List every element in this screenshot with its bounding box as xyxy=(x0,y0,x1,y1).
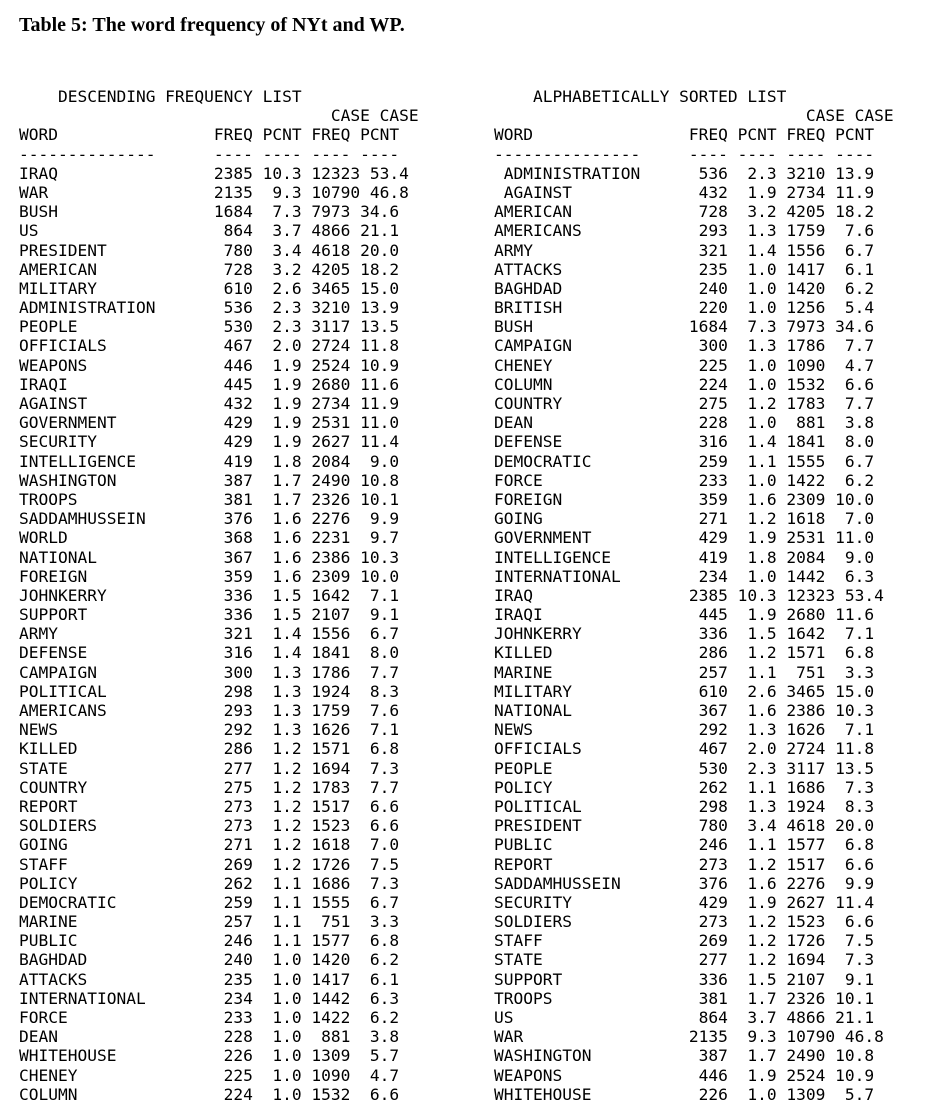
table-line: CHENEY 225 1.0 1090 4.7 xyxy=(19,1065,400,1085)
table-line: PRESIDENT 780 3.4 4618 20.0 xyxy=(494,816,875,836)
table-line: WHITEHOUSE 226 1.0 1309 5.7 xyxy=(19,1046,400,1066)
table-line: COUNTRY 275 1.2 1783 7.7 xyxy=(494,394,875,413)
table-line: --------------- ---- ---- ---- ---- xyxy=(494,144,875,164)
table-line: WEAPONS 446 1.9 2524 10.9 xyxy=(19,355,400,375)
table-line: WASHINGTON 387 1.7 2490 10.8 xyxy=(494,1046,875,1066)
table-line: POLITICAL 298 1.3 1924 8.3 xyxy=(494,796,875,816)
table-line: ADMINISTRATION 536 2.3 3210 13.9 xyxy=(19,298,400,318)
table-line: TROOPS 381 1.7 2326 10.1 xyxy=(494,988,875,1008)
table-line: JOHNKERRY 336 1.5 1642 7.1 xyxy=(494,624,875,644)
table-line: INTELLIGENCE 419 1.8 2084 9.0 xyxy=(494,547,875,567)
table-line: FOREIGN 359 1.6 2309 10.0 xyxy=(19,566,400,586)
table-line: POLICY 262 1.1 1686 7.3 xyxy=(19,873,400,893)
table-line: WORLD 368 1.6 2231 9.7 xyxy=(19,528,400,548)
table-line: DEAN 228 1.0 881 3.8 xyxy=(19,1027,400,1047)
table-line: PEOPLE 530 2.3 3117 13.5 xyxy=(494,758,875,778)
table-line: WAR 2135 9.3 10790 46.8 xyxy=(494,1027,884,1047)
table-line: GOVERNMENT 429 1.9 2531 11.0 xyxy=(494,528,875,548)
table-line: AMERICANS 293 1.3 1759 7.6 xyxy=(494,221,875,241)
table-line: INTERNATIONAL 234 1.0 1442 6.3 xyxy=(19,988,400,1008)
table-line: COUNTRY 275 1.2 1783 7.7 xyxy=(19,777,400,797)
table-line: BRITISH 220 1.0 1256 5.4 xyxy=(494,298,875,318)
table-line: POLITICAL 298 1.3 1924 8.3 xyxy=(19,681,400,701)
table-line: AMERICANS 293 1.3 1759 7.6 xyxy=(19,701,400,720)
table-line: STAFF 269 1.2 1726 7.5 xyxy=(19,854,400,874)
table-line: AMERICAN 728 3.2 4205 18.2 xyxy=(19,259,400,279)
table-line: CASE CASE xyxy=(494,106,894,126)
table-line: DEFENSE 316 1.4 1841 8.0 xyxy=(19,643,400,663)
table-line: ARMY 321 1.4 1556 6.7 xyxy=(19,624,400,644)
table-line: CHENEY 225 1.0 1090 4.7 xyxy=(494,355,875,375)
table-line: FORCE 233 1.0 1422 6.2 xyxy=(494,470,875,490)
table-line: ARMY 321 1.4 1556 6.7 xyxy=(494,240,875,260)
table-line: WASHINGTON 387 1.7 2490 10.8 xyxy=(19,470,400,490)
table-line: REPORT 273 1.2 1517 6.6 xyxy=(19,796,400,816)
table-line: BAGHDAD 240 1.0 1420 6.2 xyxy=(494,278,875,298)
table-line: BUSH 1684 7.3 7973 34.6 xyxy=(19,202,400,222)
table-line: NATIONAL 367 1.6 2386 10.3 xyxy=(494,701,875,720)
table-line: MILITARY 610 2.6 3465 15.0 xyxy=(19,278,400,298)
table-line: IRAQI 445 1.9 2680 11.6 xyxy=(19,374,400,394)
table-line: POLICY 262 1.1 1686 7.3 xyxy=(494,777,875,797)
table-line: OFFICIALS 467 2.0 2724 11.8 xyxy=(19,336,400,356)
table-line: STATE 277 1.2 1694 7.3 xyxy=(19,758,400,778)
table-line: FORCE 233 1.0 1422 6.2 xyxy=(19,1008,400,1027)
table-line: PUBLIC 246 1.1 1577 6.8 xyxy=(494,835,875,855)
alphabetically-sorted-list xyxy=(494,87,894,1104)
table-line: KILLED 286 1.2 1571 6.8 xyxy=(494,643,875,663)
table-line: MARINE 257 1.1 751 3.3 xyxy=(494,662,875,682)
table-line: SECURITY 429 1.9 2627 11.4 xyxy=(494,892,875,912)
table-line: SECURITY 429 1.9 2627 11.4 xyxy=(19,432,400,452)
table-line: COLUMN 224 1.0 1532 6.6 xyxy=(19,1084,400,1104)
table-line: SADDAMHUSSEIN 376 1.6 2276 9.9 xyxy=(494,873,875,893)
table-line: IRAQ 2385 10.3 12323 53.4 xyxy=(494,585,884,605)
table-line: PUBLIC 246 1.1 1577 6.8 xyxy=(19,931,400,951)
table-line: ATTACKS 235 1.0 1417 6.1 xyxy=(19,969,400,989)
table-line: COLUMN 224 1.0 1532 6.6 xyxy=(494,374,875,394)
table-line: DEMOCRATIC 259 1.1 1555 6.7 xyxy=(19,892,400,912)
table-line: CAMPAIGN 300 1.3 1786 7.7 xyxy=(494,336,875,356)
table-line: SOLDIERS 273 1.2 1523 6.6 xyxy=(494,912,875,932)
table-line: CAMPAIGN 300 1.3 1786 7.7 xyxy=(19,662,400,682)
table-line: CASE CASE xyxy=(19,106,419,126)
table-line: DEMOCRATIC 259 1.1 1555 6.7 xyxy=(494,451,875,471)
table-line: SOLDIERS 273 1.2 1523 6.6 xyxy=(19,816,400,836)
table-line: TROOPS 381 1.7 2326 10.1 xyxy=(19,489,400,509)
table-line: AGAINST 432 1.9 2734 11.9 xyxy=(19,394,400,413)
table-line: MARINE 257 1.1 751 3.3 xyxy=(19,912,400,932)
table-line: WEAPONS 446 1.9 2524 10.9 xyxy=(494,1065,875,1085)
table-line: DESCENDING FREQUENCY LIST xyxy=(19,87,302,106)
table-line: SUPPORT 336 1.5 2107 9.1 xyxy=(19,605,400,625)
table-line: GOING 271 1.2 1618 7.0 xyxy=(494,509,875,529)
table-line: PRESIDENT 780 3.4 4618 20.0 xyxy=(19,240,400,260)
table-line: REPORT 273 1.2 1517 6.6 xyxy=(494,854,875,874)
table-line: WAR 2135 9.3 10790 46.8 xyxy=(19,182,409,202)
table-line: NATIONAL 367 1.6 2386 10.3 xyxy=(19,547,400,567)
table-line: NEWS 292 1.3 1626 7.1 xyxy=(19,720,400,740)
table-line: STAFF 269 1.2 1726 7.5 xyxy=(494,931,875,951)
table-line: GOVERNMENT 429 1.9 2531 11.0 xyxy=(19,413,400,433)
table-line: MILITARY 610 2.6 3465 15.0 xyxy=(494,681,875,701)
table-line: WHITEHOUSE 226 1.0 1309 5.7 xyxy=(494,1084,875,1104)
table-line: PEOPLE 530 2.3 3117 13.5 xyxy=(19,317,400,337)
table-line: NEWS 292 1.3 1626 7.1 xyxy=(494,720,875,740)
table-line: BAGHDAD 240 1.0 1420 6.2 xyxy=(19,950,400,970)
table-line: US 864 3.7 4866 21.1 xyxy=(494,1008,875,1027)
table-line: BUSH 1684 7.3 7973 34.6 xyxy=(494,317,875,337)
table-line: ADMINISTRATION 536 2.3 3210 13.9 xyxy=(494,163,875,183)
table-line: DEFENSE 316 1.4 1841 8.0 xyxy=(494,432,875,452)
table-line: ALPHABETICALLY SORTED LIST xyxy=(494,87,787,106)
table-line: -------------- ---- ---- ---- ---- xyxy=(19,144,400,164)
table-line: INTERNATIONAL 234 1.0 1442 6.3 xyxy=(494,566,875,586)
table-line: AGAINST 432 1.9 2734 11.9 xyxy=(494,182,875,202)
table-line: JOHNKERRY 336 1.5 1642 7.1 xyxy=(19,585,400,605)
table-line: SUPPORT 336 1.5 2107 9.1 xyxy=(494,969,875,989)
table-line: WORD FREQ PCNT FREQ PCNT xyxy=(19,125,400,145)
table-line: AMERICAN 728 3.2 4205 18.2 xyxy=(494,202,875,222)
table-caption: Table 5: The word frequency of NYt and WP. xyxy=(19,14,405,36)
table-line: ATTACKS 235 1.0 1417 6.1 xyxy=(494,259,875,279)
table-line: IRAQ 2385 10.3 12323 53.4 xyxy=(19,163,409,183)
descending-frequency-list xyxy=(19,87,419,1104)
table-line: WORD FREQ PCNT FREQ PCNT xyxy=(494,125,875,145)
table-line: STATE 277 1.2 1694 7.3 xyxy=(494,950,875,970)
table-line: DEAN 228 1.0 881 3.8 xyxy=(494,413,875,433)
table-line: US 864 3.7 4866 21.1 xyxy=(19,221,400,241)
table-line: SADDAMHUSSEIN 376 1.6 2276 9.9 xyxy=(19,509,400,529)
table-line: IRAQI 445 1.9 2680 11.6 xyxy=(494,605,875,625)
table-line: KILLED 286 1.2 1571 6.8 xyxy=(19,739,400,759)
table-line: OFFICIALS 467 2.0 2724 11.8 xyxy=(494,739,875,759)
table-line: INTELLIGENCE 419 1.8 2084 9.0 xyxy=(19,451,400,471)
table-line: GOING 271 1.2 1618 7.0 xyxy=(19,835,400,855)
table-line: FOREIGN 359 1.6 2309 10.0 xyxy=(494,489,875,509)
